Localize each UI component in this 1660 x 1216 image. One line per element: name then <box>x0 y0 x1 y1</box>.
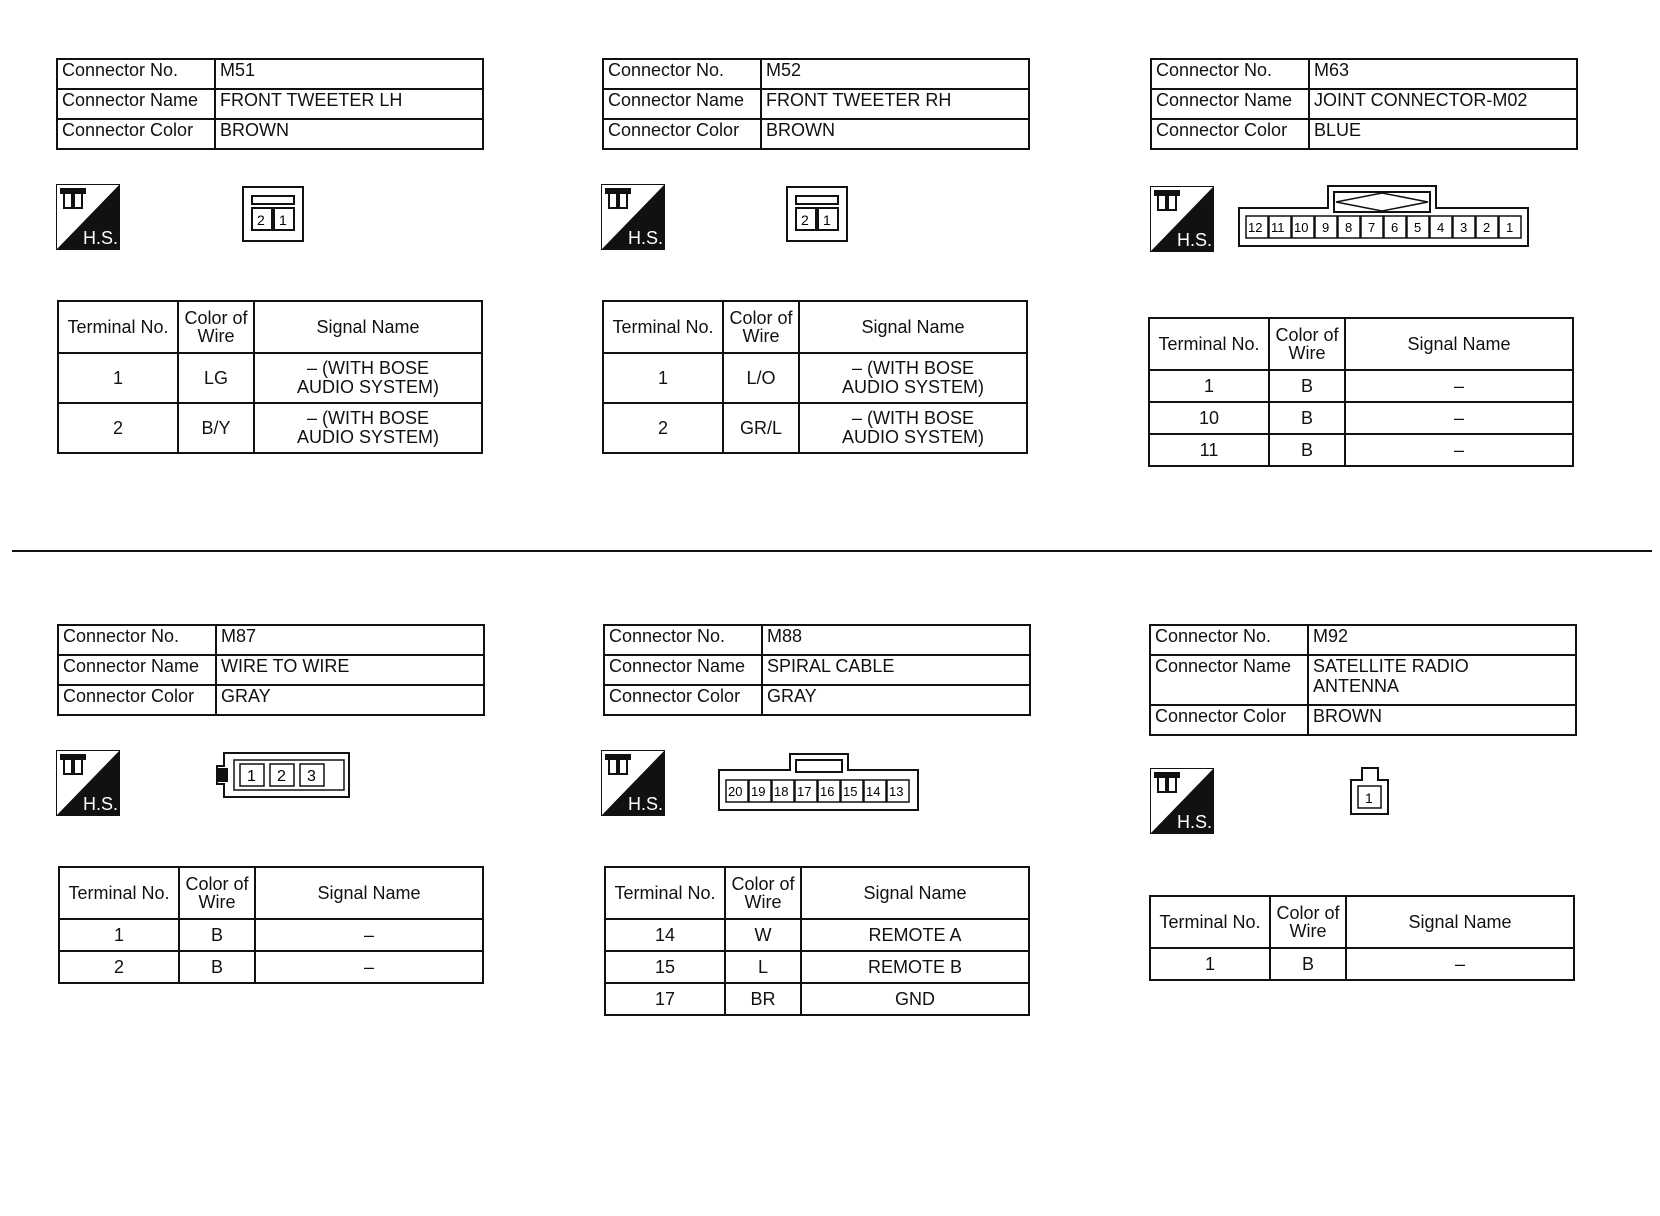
pin-label: 3 <box>307 768 316 785</box>
pin-label: 11 <box>1271 220 1285 235</box>
connector-no-value: M87 <box>216 625 484 655</box>
signal-name-header: Signal Name <box>801 867 1029 919</box>
connector-face-diagram <box>216 752 350 798</box>
signal-cell: REMOTE B <box>801 951 1029 983</box>
signal-cell: REMOTE A <box>801 919 1029 951</box>
table-row <box>1149 402 1573 434</box>
connector-name-label: Connector Name <box>1151 89 1309 119</box>
pin-label: 18 <box>774 784 789 799</box>
signal-cell: – <box>255 951 483 983</box>
harness-side-icon <box>56 184 120 250</box>
terminal-cell: 15 <box>605 951 725 983</box>
connector-color-label: Connector Color <box>1151 119 1309 149</box>
pin-label: 10 <box>1294 220 1309 235</box>
signal-cell: – (WITH BOSE AUDIO SYSTEM) <box>254 353 482 403</box>
wire-color-cell: B <box>1269 402 1345 434</box>
connector-color-value: GRAY <box>216 685 484 715</box>
harness-side-icon <box>1150 768 1214 834</box>
wire-color-cell: W <box>725 919 801 951</box>
table-row <box>605 983 1029 1015</box>
terminal-no-header: Terminal No. <box>59 867 179 919</box>
wire-color-cell: B <box>179 951 255 983</box>
table-row <box>59 951 483 983</box>
wire-color-cell: B <box>1269 434 1345 466</box>
wire-color-cell: LG <box>178 353 254 403</box>
connector-no-label: Connector No. <box>603 59 761 89</box>
signal-cell: GND <box>801 983 1029 1015</box>
pin-label: 2 <box>257 212 265 228</box>
hs-label: H.S. <box>1177 230 1213 250</box>
hs-label: H.S. <box>1177 812 1213 832</box>
connector-name-label: Connector Name <box>604 655 762 685</box>
terminal-cell: 2 <box>603 403 723 453</box>
wire-color-cell: BR <box>725 983 801 1015</box>
terminal-cell: 17 <box>605 983 725 1015</box>
table-row <box>1150 948 1574 980</box>
table-row <box>603 353 1027 403</box>
terminal-cell: 1 <box>59 919 179 951</box>
pin-label: 19 <box>751 784 766 799</box>
table-row <box>58 353 482 403</box>
terminal-cell: 11 <box>1149 434 1269 466</box>
terminal-cell: 1 <box>603 353 723 403</box>
hs-label: H.S. <box>83 794 119 814</box>
connector-no-value: M92 <box>1308 625 1576 655</box>
color-of-wire-header: Color of Wire <box>178 301 254 353</box>
connector-no-label: Connector No. <box>604 625 762 655</box>
pin-label: 1 <box>1365 790 1373 806</box>
connector-no-value: M63 <box>1309 59 1577 89</box>
section-divider <box>12 550 1652 552</box>
wire-color-cell: B <box>1269 370 1345 402</box>
pin-label: 2 <box>801 212 809 228</box>
pin-label: 1 <box>247 768 256 785</box>
terminal-no-header: Terminal No. <box>1149 318 1269 370</box>
connector-color-label: Connector Color <box>603 119 761 149</box>
pin-label: 4 <box>1437 220 1445 235</box>
connector-face-diagram <box>718 752 920 812</box>
harness-side-icon <box>1150 186 1214 252</box>
pin-label: 3 <box>1460 220 1468 235</box>
pin-label: 5 <box>1414 220 1422 235</box>
connector-no-label: Connector No. <box>57 59 215 89</box>
color-of-wire-header: Color of Wire <box>1269 318 1345 370</box>
signal-cell: – <box>1345 370 1573 402</box>
pin-label: 15 <box>843 784 858 799</box>
signal-cell: – <box>1345 402 1573 434</box>
signal-name-header: Signal Name <box>799 301 1027 353</box>
signal-name-header: Signal Name <box>1345 318 1573 370</box>
color-of-wire-header: Color of Wire <box>725 867 801 919</box>
wire-color-cell: B/Y <box>178 403 254 453</box>
pin-label: 1 <box>823 212 831 228</box>
hs-label: H.S. <box>628 794 664 814</box>
pin-label: 12 <box>1248 220 1263 235</box>
harness-side-icon <box>56 750 120 816</box>
pin-label: 2 <box>277 768 286 785</box>
terminal-table <box>1149 895 1575 981</box>
table-row <box>605 951 1029 983</box>
signal-cell: – <box>1346 948 1574 980</box>
pin-label: 6 <box>1391 220 1399 235</box>
connector-color-value: GRAY <box>762 685 1030 715</box>
table-row <box>58 403 482 453</box>
pin-label: 8 <box>1345 220 1353 235</box>
terminal-cell: 2 <box>59 951 179 983</box>
pin-label: 7 <box>1368 220 1376 235</box>
connector-name-value: SPIRAL CABLE <box>762 655 1030 685</box>
table-row <box>1149 370 1573 402</box>
connector-color-label: Connector Color <box>1150 705 1308 735</box>
wire-color-cell: L/O <box>723 353 799 403</box>
hs-label: H.S. <box>628 228 664 248</box>
connector-color-label: Connector Color <box>57 119 215 149</box>
terminal-cell: 14 <box>605 919 725 951</box>
connector-info-table <box>1150 58 1578 150</box>
terminal-cell: 1 <box>1150 948 1270 980</box>
pin-label: 1 <box>279 212 287 228</box>
signal-cell: – (WITH BOSE AUDIO SYSTEM) <box>254 403 482 453</box>
color-of-wire-header: Color of Wire <box>723 301 799 353</box>
connector-no-label: Connector No. <box>58 625 216 655</box>
terminal-no-header: Terminal No. <box>1150 896 1270 948</box>
terminal-no-header: Terminal No. <box>58 301 178 353</box>
connector-color-value: BLUE <box>1309 119 1577 149</box>
wire-color-cell: B <box>1270 948 1346 980</box>
color-of-wire-header: Color of Wire <box>179 867 255 919</box>
connector-face-diagram <box>786 186 848 242</box>
terminal-cell: 1 <box>58 353 178 403</box>
connector-face-diagram <box>1238 184 1530 248</box>
pin-label: 1 <box>1506 220 1514 235</box>
terminal-cell: 10 <box>1149 402 1269 434</box>
signal-name-header: Signal Name <box>1346 896 1574 948</box>
connector-no-label: Connector No. <box>1150 625 1308 655</box>
harness-side-icon <box>601 184 665 250</box>
terminal-table <box>1148 317 1574 467</box>
signal-cell: – (WITH BOSE AUDIO SYSTEM) <box>799 403 1027 453</box>
connector-no-value: M52 <box>761 59 1029 89</box>
pin-label: 13 <box>889 784 904 799</box>
pin-label: 20 <box>728 784 743 799</box>
connector-no-label: Connector No. <box>1151 59 1309 89</box>
connector-no-value: M51 <box>215 59 483 89</box>
connector-info-table <box>1149 624 1577 736</box>
pin-label: 16 <box>820 784 835 799</box>
pin-label: 17 <box>797 784 812 799</box>
signal-name-header: Signal Name <box>254 301 482 353</box>
harness-side-icon <box>601 750 665 816</box>
connector-color-value: BROWN <box>761 119 1029 149</box>
pin-label: 2 <box>1483 220 1491 235</box>
connector-face-diagram <box>1350 766 1390 816</box>
table-row <box>605 919 1029 951</box>
connector-name-label: Connector Name <box>57 89 215 119</box>
connector-color-value: BROWN <box>1308 705 1576 735</box>
signal-name-header: Signal Name <box>255 867 483 919</box>
terminal-no-header: Terminal No. <box>605 867 725 919</box>
wire-color-cell: L <box>725 951 801 983</box>
wire-color-cell: B <box>179 919 255 951</box>
terminal-cell: 2 <box>58 403 178 453</box>
pin-label: 9 <box>1322 220 1330 235</box>
hs-label: H.S. <box>83 228 119 248</box>
connector-name-value: FRONT TWEETER LH <box>215 89 483 119</box>
connector-info-table <box>57 624 485 716</box>
terminal-table <box>602 300 1028 454</box>
connector-info-table <box>603 624 1031 716</box>
connector-name-label: Connector Name <box>58 655 216 685</box>
connector-color-label: Connector Color <box>58 685 216 715</box>
signal-cell: – <box>255 919 483 951</box>
connector-name-label: Connector Name <box>603 89 761 119</box>
connector-no-value: M88 <box>762 625 1030 655</box>
connector-name-value: SATELLITE RADIO ANTENNA <box>1308 655 1576 705</box>
connector-face-diagram <box>242 186 304 242</box>
terminal-table <box>57 300 483 454</box>
connector-name-value: JOINT CONNECTOR-M02 <box>1309 89 1577 119</box>
connector-name-label: Connector Name <box>1150 655 1308 705</box>
terminal-cell: 1 <box>1149 370 1269 402</box>
pin-label: 14 <box>866 784 881 799</box>
table-row <box>603 403 1027 453</box>
connector-color-label: Connector Color <box>604 685 762 715</box>
color-of-wire-header: Color of Wire <box>1270 896 1346 948</box>
wire-color-cell: GR/L <box>723 403 799 453</box>
table-row <box>59 919 483 951</box>
terminal-table <box>58 866 484 984</box>
table-row <box>1149 434 1573 466</box>
connector-color-value: BROWN <box>215 119 483 149</box>
signal-cell: – (WITH BOSE AUDIO SYSTEM) <box>799 353 1027 403</box>
connector-info-table <box>56 58 484 150</box>
terminal-table <box>604 866 1030 1016</box>
connector-name-value: WIRE TO WIRE <box>216 655 484 685</box>
signal-cell: – <box>1345 434 1573 466</box>
connector-name-value: FRONT TWEETER RH <box>761 89 1029 119</box>
terminal-no-header: Terminal No. <box>603 301 723 353</box>
connector-info-table <box>602 58 1030 150</box>
